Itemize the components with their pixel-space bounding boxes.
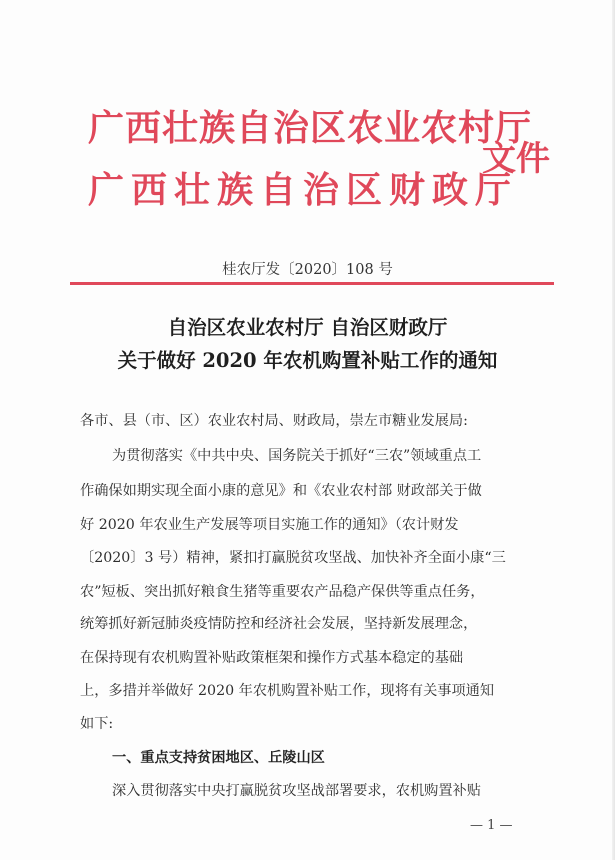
masthead-suffix: 文件 bbox=[482, 139, 550, 179]
paragraph-line: 为贯彻落实《中共中央、国务院关于抓好“三农”领域重点工 bbox=[112, 448, 482, 464]
section-heading: 一、重点支持贫困地区、丘陵山区 bbox=[112, 750, 325, 766]
paragraph-line: 好 2020 年农业生产发展等项目实施工作的通知》（农计财发 bbox=[80, 517, 459, 533]
paragraph-line: 〔2020〕3 号）精神，紧扣打赢脱贫攻坚战、加快补齐全面小康“三 bbox=[80, 550, 506, 566]
paragraph-line: 在保持现有农机购置补贴政策框架和操作方式基本稳定的基础 bbox=[80, 650, 464, 666]
paragraph-line: 上，多措并举做好 2020 年农机购置补贴工作，现将有关事项通知 bbox=[80, 683, 495, 699]
salutation: 各市、县（市、区）农业农村局、财政局，崇左市糖业发展局: bbox=[80, 413, 468, 429]
paragraph-line: 深入贯彻落实中央打赢脱贫攻坚战部署要求，农机购置补贴 bbox=[112, 783, 481, 799]
paragraph-line: 如下: bbox=[80, 716, 114, 732]
paragraph-line: 农”短板、突出抓好粮食生猪等重要农产品稳产保供等重点任务， bbox=[80, 584, 485, 600]
document-title-line-2: 关于做好 2020 年农机购置补贴工作的通知 bbox=[117, 349, 498, 372]
masthead-issuer-2: 广西壮族自治区财政厅 bbox=[88, 169, 519, 211]
paragraph-line: 作确保如期实现全面小康的意见》和《农业农村部 财政部关于做 bbox=[80, 483, 482, 499]
document-title-line-1: 自治区农业农村厅 自治区财政厅 bbox=[167, 316, 448, 339]
red-divider bbox=[70, 282, 554, 285]
paragraph-line: 统筹抓好新冠肺炎疫情防控和经济社会发展，坚持新发展理念， bbox=[80, 616, 478, 632]
page-number: — 1 — bbox=[470, 818, 513, 833]
masthead-issuer-1: 广西壮族自治区农业农村厅 bbox=[88, 107, 533, 149]
document-number: 桂农厅发〔2020〕108 号 bbox=[222, 262, 393, 278]
